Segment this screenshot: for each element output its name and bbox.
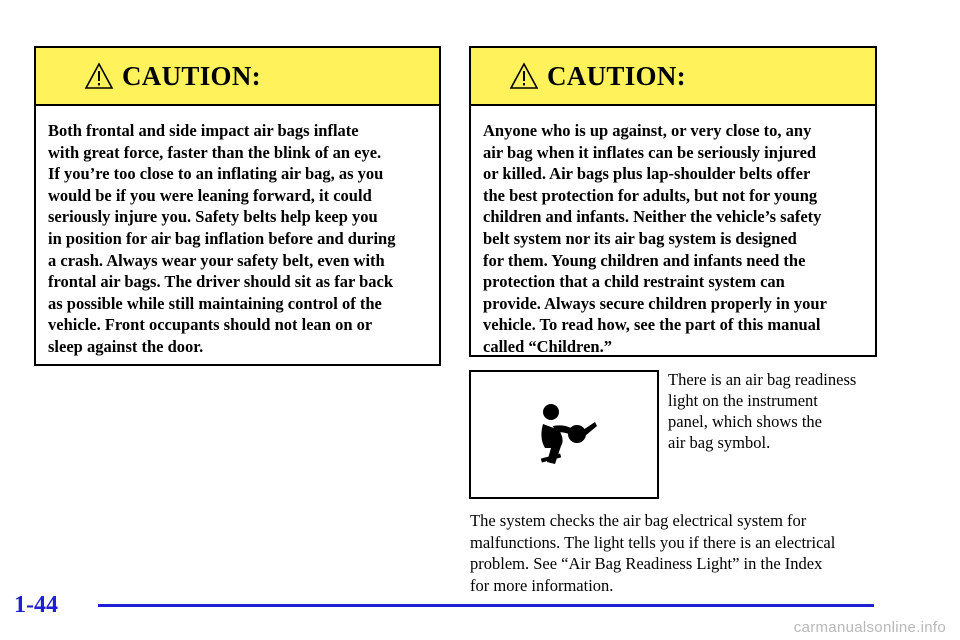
caution-title-right: CAUTION: xyxy=(547,60,686,91)
readiness-light-text: There is an air bag readiness light on the instrument panel, which shows the air bag symbol. xyxy=(668,370,857,452)
caution-box-left xyxy=(34,46,441,366)
system-check-paragraph: The system checks the air bag electrical system for malfunctions. The light tells you if there is an electrical problem. See “Air Bag Readiness Light” in the Index for more information. xyxy=(470,511,836,595)
footer-rule xyxy=(98,604,874,607)
page-number: 1-44 xyxy=(14,592,58,618)
caution-header-right xyxy=(471,48,875,106)
air-bag-symbol-box xyxy=(469,370,659,499)
caution-text-left: Both frontal and side impact air bags inflate with great force, faster than the blink of an eye. If you’re too close to an inflating air bag, as you would be if you were leaning forward, it could seriously injure you. Safety belts help keep you in position for air bag inflation before and during a crash. Always wear your safety belt, even with frontal air bags. The driver should sit as far back as possible while still maintaining control of the vehicle. Front occupants should not lean on or sleep against the door. xyxy=(48,121,396,356)
caution-header-left xyxy=(36,48,439,106)
warning-triangle-icon xyxy=(84,62,114,90)
caution-text-right: Anyone who is up against, or very close to, any air bag when it inflates can be seriously injured or killed. Air bags plus lap-shoulder belts offer the best protection for adults, but not for young children and infants. Neither the vehicle’s safety belt system nor its air bag system is designed for them. Young children and infants need the protection that a child restraint system can provide. Always secure children properly in your vehicle. To read how, see the part of this manual called “Children.” xyxy=(483,121,827,356)
air-bag-symbol-icon xyxy=(529,400,599,470)
warning-triangle-icon xyxy=(509,62,539,90)
caution-title-left: CAUTION: xyxy=(122,60,261,91)
watermark: carmanualsonline.info xyxy=(793,619,946,636)
caution-box-right xyxy=(469,46,877,357)
